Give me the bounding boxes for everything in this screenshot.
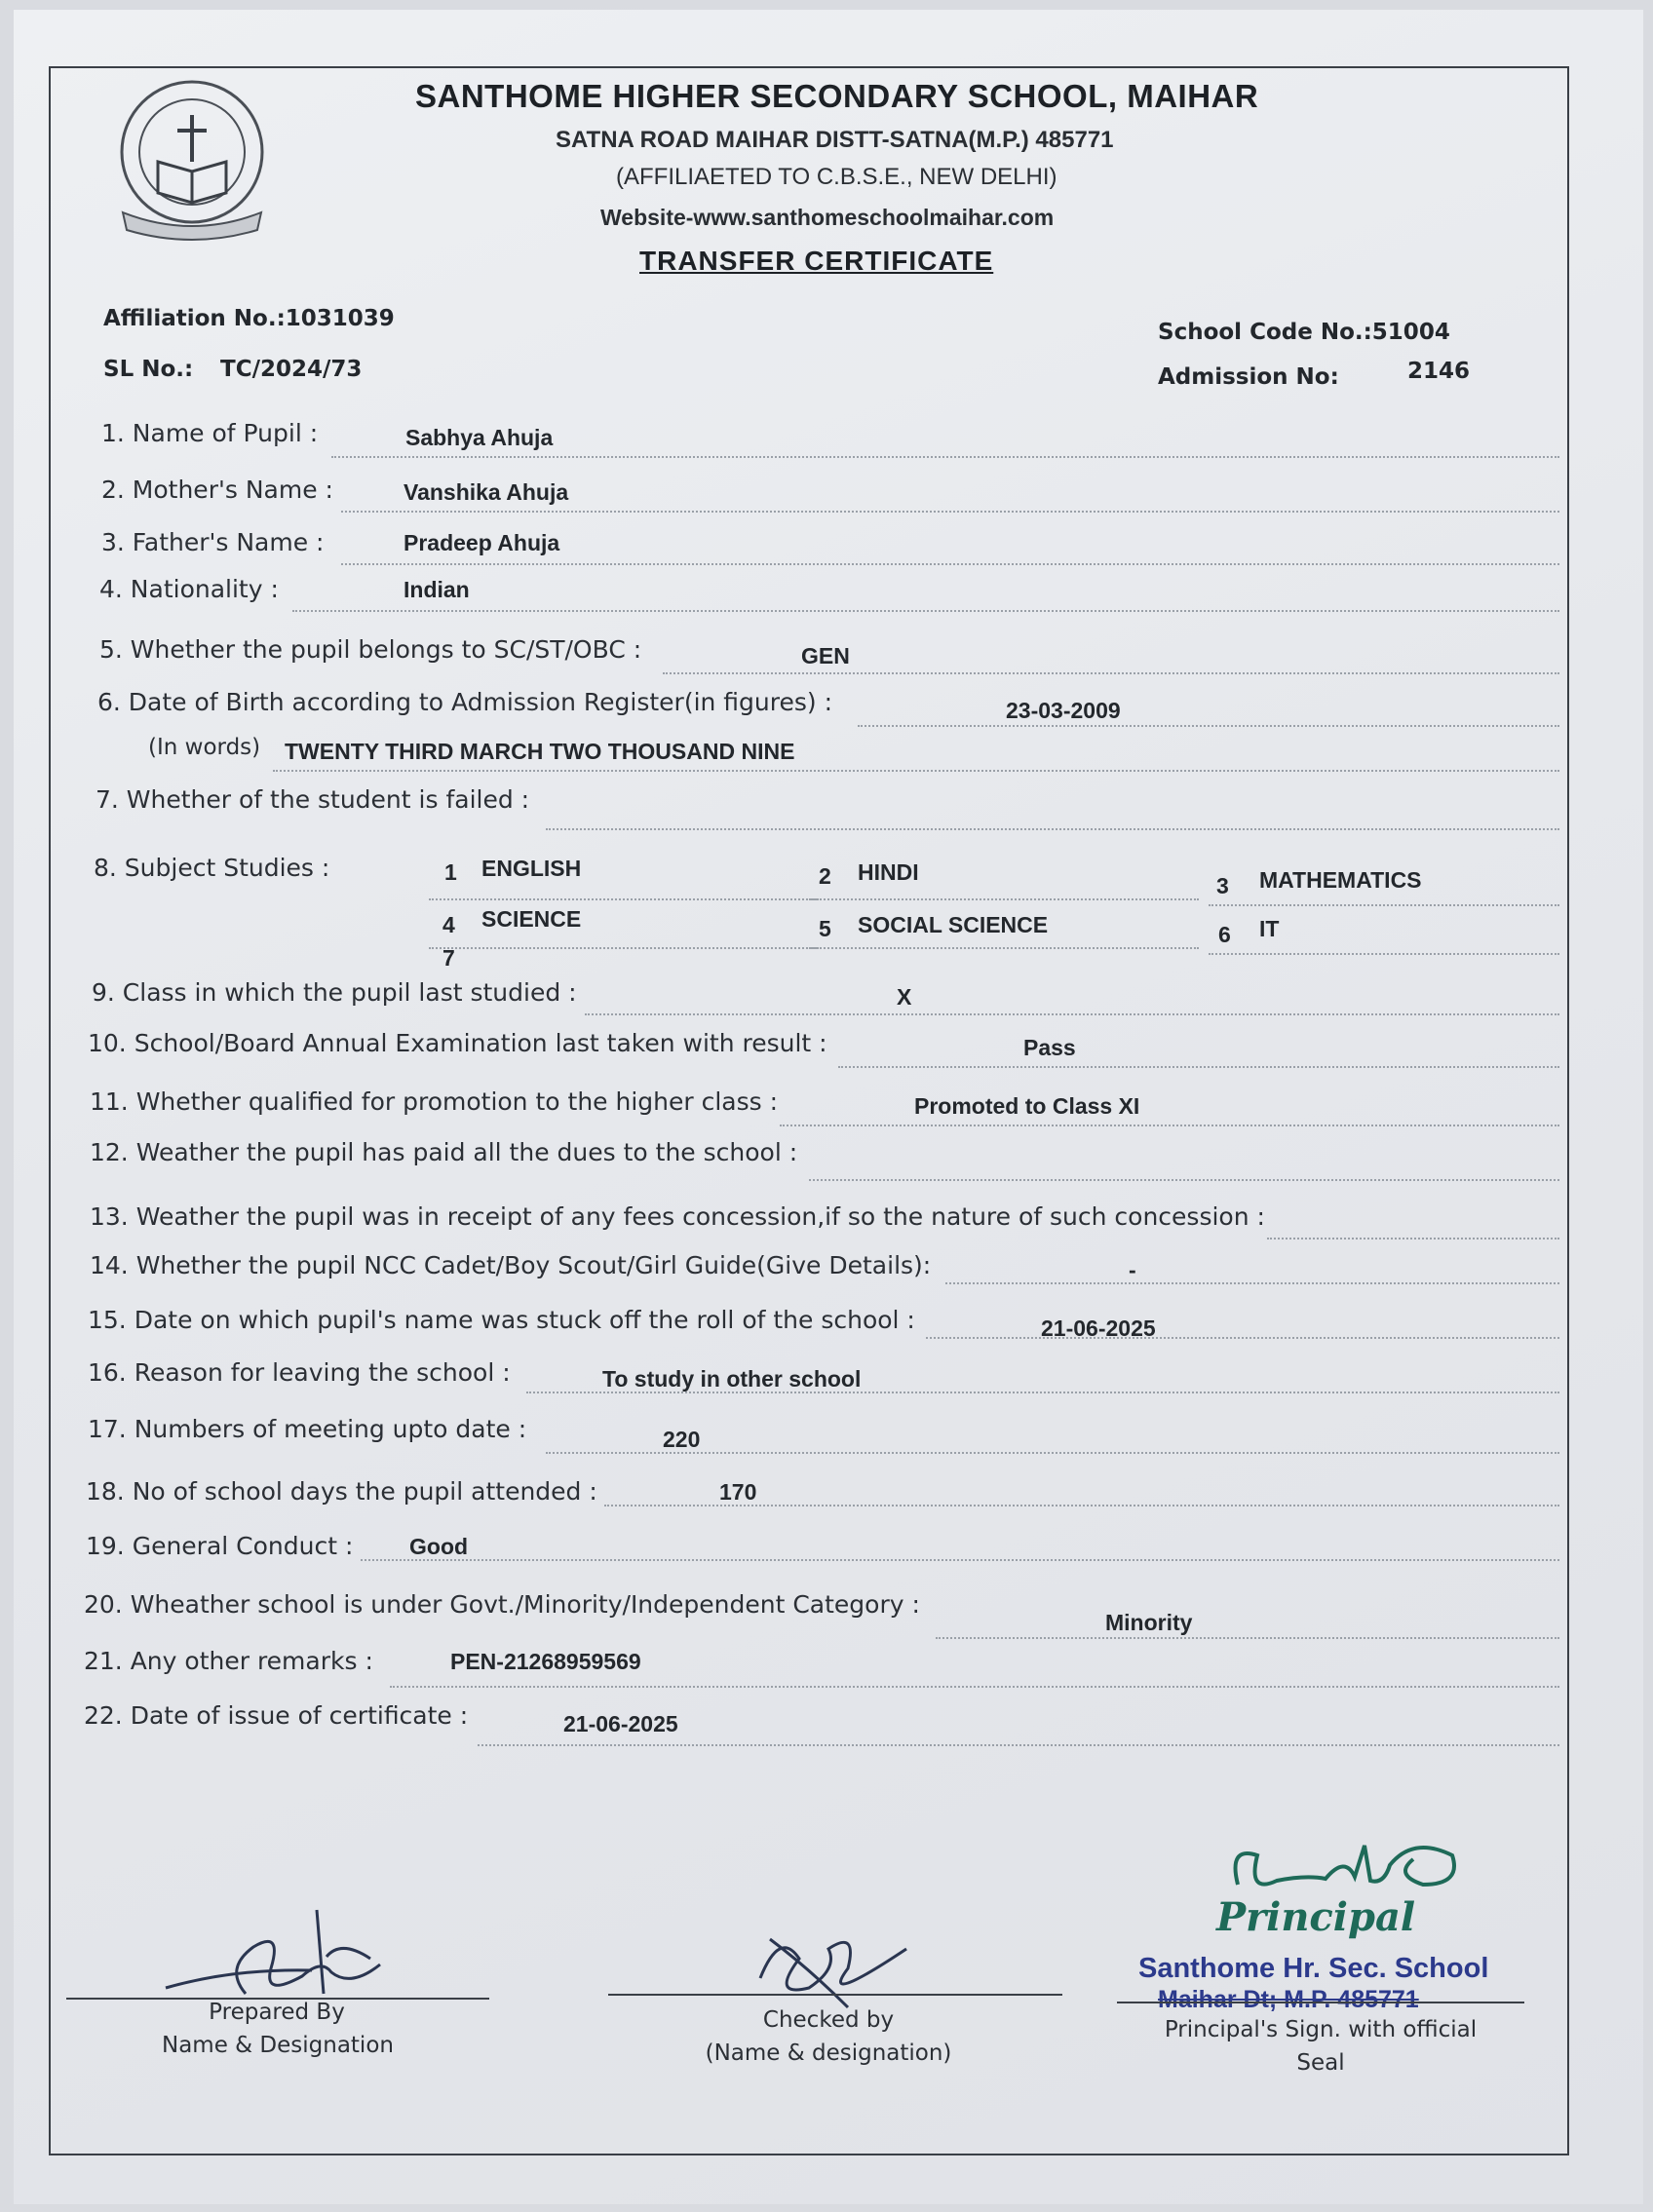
dotted-line — [926, 1337, 1559, 1339]
dotted-line — [945, 1282, 1559, 1284]
checked-by-designation: (Name & designation) — [705, 2040, 952, 2066]
dotted-line — [341, 563, 1559, 565]
school-website: Website-www.santhomeschoolmaihar.com — [600, 205, 1055, 230]
field-11-value: Promoted to Class XI — [914, 1093, 1140, 1119]
field-10-value: Pass — [1023, 1035, 1076, 1060]
field-15-label: 15. Date on which pupil's name was stuck off the roll of the school : — [88, 1306, 915, 1334]
field-14-value: - — [1129, 1257, 1136, 1282]
stamp-title: Principal — [1216, 1894, 1416, 1940]
dotted-line — [1209, 953, 1559, 955]
field-6-label: 6. Date of Birth according to Admission Register(in figures) : — [97, 688, 833, 716]
dotted-line — [838, 1066, 1559, 1068]
dotted-line — [809, 1179, 1559, 1181]
field-3-label: 3. Father's Name : — [101, 528, 325, 556]
subject-name: SOCIAL SCIENCE — [858, 912, 1049, 937]
field-22-value: 21-06-2025 — [563, 1711, 678, 1736]
dotted-line — [429, 947, 819, 949]
field-1-label: 1. Name of Pupil : — [101, 419, 319, 447]
field-2-label: 2. Mother's Name : — [101, 476, 333, 504]
field-16-value: To study in other school — [602, 1366, 862, 1392]
affiliation-note: (AFFILIAETED TO C.B.S.E., NEW DELHI) — [616, 164, 1057, 190]
sl-label: SL No.: — [103, 357, 194, 382]
dotted-line — [809, 947, 1199, 949]
subject-name: HINDI — [858, 859, 919, 885]
dotted-line — [390, 1686, 1559, 1688]
prepared-by-signature — [156, 1900, 409, 2007]
field-17-label: 17. Numbers of meeting upto date : — [88, 1415, 527, 1443]
field-15-value: 21-06-2025 — [1041, 1316, 1156, 1341]
sl-value: TC/2024/73 — [220, 357, 363, 382]
field-21-label: 21. Any other remarks : — [84, 1647, 373, 1675]
dotted-line — [1267, 1238, 1559, 1239]
affiliation-number: Affiliation No.:1031039 — [103, 306, 395, 331]
subject-number: 5 — [819, 916, 831, 941]
dotted-line — [809, 898, 1199, 900]
subject-number: 1 — [444, 859, 457, 885]
dotted-line — [361, 1559, 1559, 1561]
field-13-label: 13. Weather the pupil was in receipt of any fees concession,if so the nature of such concession : — [90, 1202, 1265, 1231]
stamp-school: Santhome Hr. Sec. School — [1138, 1953, 1489, 1984]
dotted-line — [585, 1013, 1559, 1015]
subject-number: 3 — [1216, 873, 1229, 898]
principal-seal-label: Seal — [1296, 2050, 1345, 2076]
field-8-label: 8. Subject Studies : — [94, 854, 330, 882]
subject-name: ENGLISH — [481, 856, 582, 881]
subject-name: IT — [1259, 916, 1280, 941]
field-16-label: 16. Reason for leaving the school : — [88, 1358, 511, 1387]
field-9-label: 9. Class in which the pupil last studied : — [92, 978, 577, 1007]
admission-label: Admission No: — [1158, 364, 1339, 390]
dotted-line — [936, 1637, 1559, 1639]
field-19-value: Good — [409, 1534, 469, 1559]
principal-line — [1117, 2002, 1524, 2003]
field-3-value: Pradeep Ahuja — [404, 530, 560, 555]
subject-name: MATHEMATICS — [1259, 867, 1422, 893]
checked-by-line — [608, 1994, 1062, 1996]
prepared-by-designation: Name & Designation — [162, 2033, 394, 2058]
checked-by-label: Checked by — [762, 2007, 895, 2033]
dotted-line — [780, 1125, 1559, 1126]
dotted-line — [663, 672, 1559, 674]
document-title: TRANSFER CERTIFICATE — [639, 246, 994, 276]
field-4-value: Indian — [404, 577, 470, 602]
field-6-words-value: TWENTY THIRD MARCH TWO THOUSAND NINE — [285, 739, 795, 764]
school-name: SANTHOME HIGHER SECONDARY SCHOOL, MAIHAR — [415, 78, 1259, 114]
field-18-value: 170 — [719, 1479, 757, 1505]
dotted-line — [341, 511, 1559, 513]
dotted-line — [858, 725, 1559, 727]
field-21-value: PEN-21268959569 — [450, 1649, 641, 1674]
admission-value: 2146 — [1407, 359, 1471, 384]
field-6-value: 23-03-2009 — [1006, 698, 1121, 723]
field-5-label: 5. Whether the pupil belongs to SC/ST/OBC : — [99, 635, 642, 664]
field-17-value: 220 — [663, 1427, 701, 1452]
field-2-value: Vanshika Ahuja — [404, 479, 569, 505]
subject-number: 6 — [1218, 922, 1231, 947]
field-1-value: Sabhya Ahuja — [405, 425, 554, 450]
field-20-value: Minority — [1105, 1610, 1193, 1635]
principal-sign-label: Principal's Sign. with official — [1164, 2017, 1478, 2042]
field-6-words-label: (In words) — [148, 735, 261, 760]
dotted-line — [546, 828, 1559, 830]
field-11-label: 11. Whether qualified for promotion to the higher class : — [90, 1087, 779, 1116]
field-5-value: GEN — [801, 643, 850, 668]
school-address: SATNA ROAD MAIHAR DISTT-SATNA(M.P.) 485771 — [556, 127, 1114, 153]
field-7-label: 7. Whether of the student is failed : — [96, 785, 530, 814]
dotted-line — [331, 456, 1559, 458]
dotted-line — [478, 1744, 1559, 1746]
field-18-label: 18. No of school days the pupil attended : — [86, 1477, 597, 1506]
stamp-place: Maihar Dt; M.P. 485771 — [1158, 1986, 1419, 2013]
subject-number: 2 — [819, 863, 831, 889]
dotted-line — [1209, 904, 1559, 906]
prepared-by-label: Prepared By — [209, 2000, 345, 2025]
field-14-label: 14. Whether the pupil NCC Cadet/Boy Scout/Girl Guide(Give Details): — [90, 1251, 932, 1279]
field-20-label: 20. Wheather school is under Govt./Minority/Independent Category : — [84, 1590, 920, 1619]
subject-number: 4 — [442, 912, 455, 937]
field-4-label: 4. Nationality : — [99, 575, 279, 603]
subject-name: SCIENCE — [481, 906, 582, 932]
checked-by-signature — [741, 1910, 936, 2017]
school-logo — [101, 76, 283, 242]
dotted-line — [429, 898, 819, 900]
dotted-line — [292, 610, 1559, 612]
field-22-label: 22. Date of issue of certificate : — [84, 1701, 469, 1730]
dotted-line — [273, 770, 1559, 772]
field-10-label: 10. School/Board Annual Examination last taken with result : — [88, 1029, 827, 1057]
field-12-label: 12. Weather the pupil has paid all the dues to the school : — [90, 1138, 798, 1166]
school-code: School Code No.:51004 — [1158, 320, 1450, 345]
field-19-label: 19. General Conduct : — [86, 1532, 354, 1560]
field-9-value: X — [897, 984, 912, 1010]
subject-number: 7 — [442, 945, 455, 971]
